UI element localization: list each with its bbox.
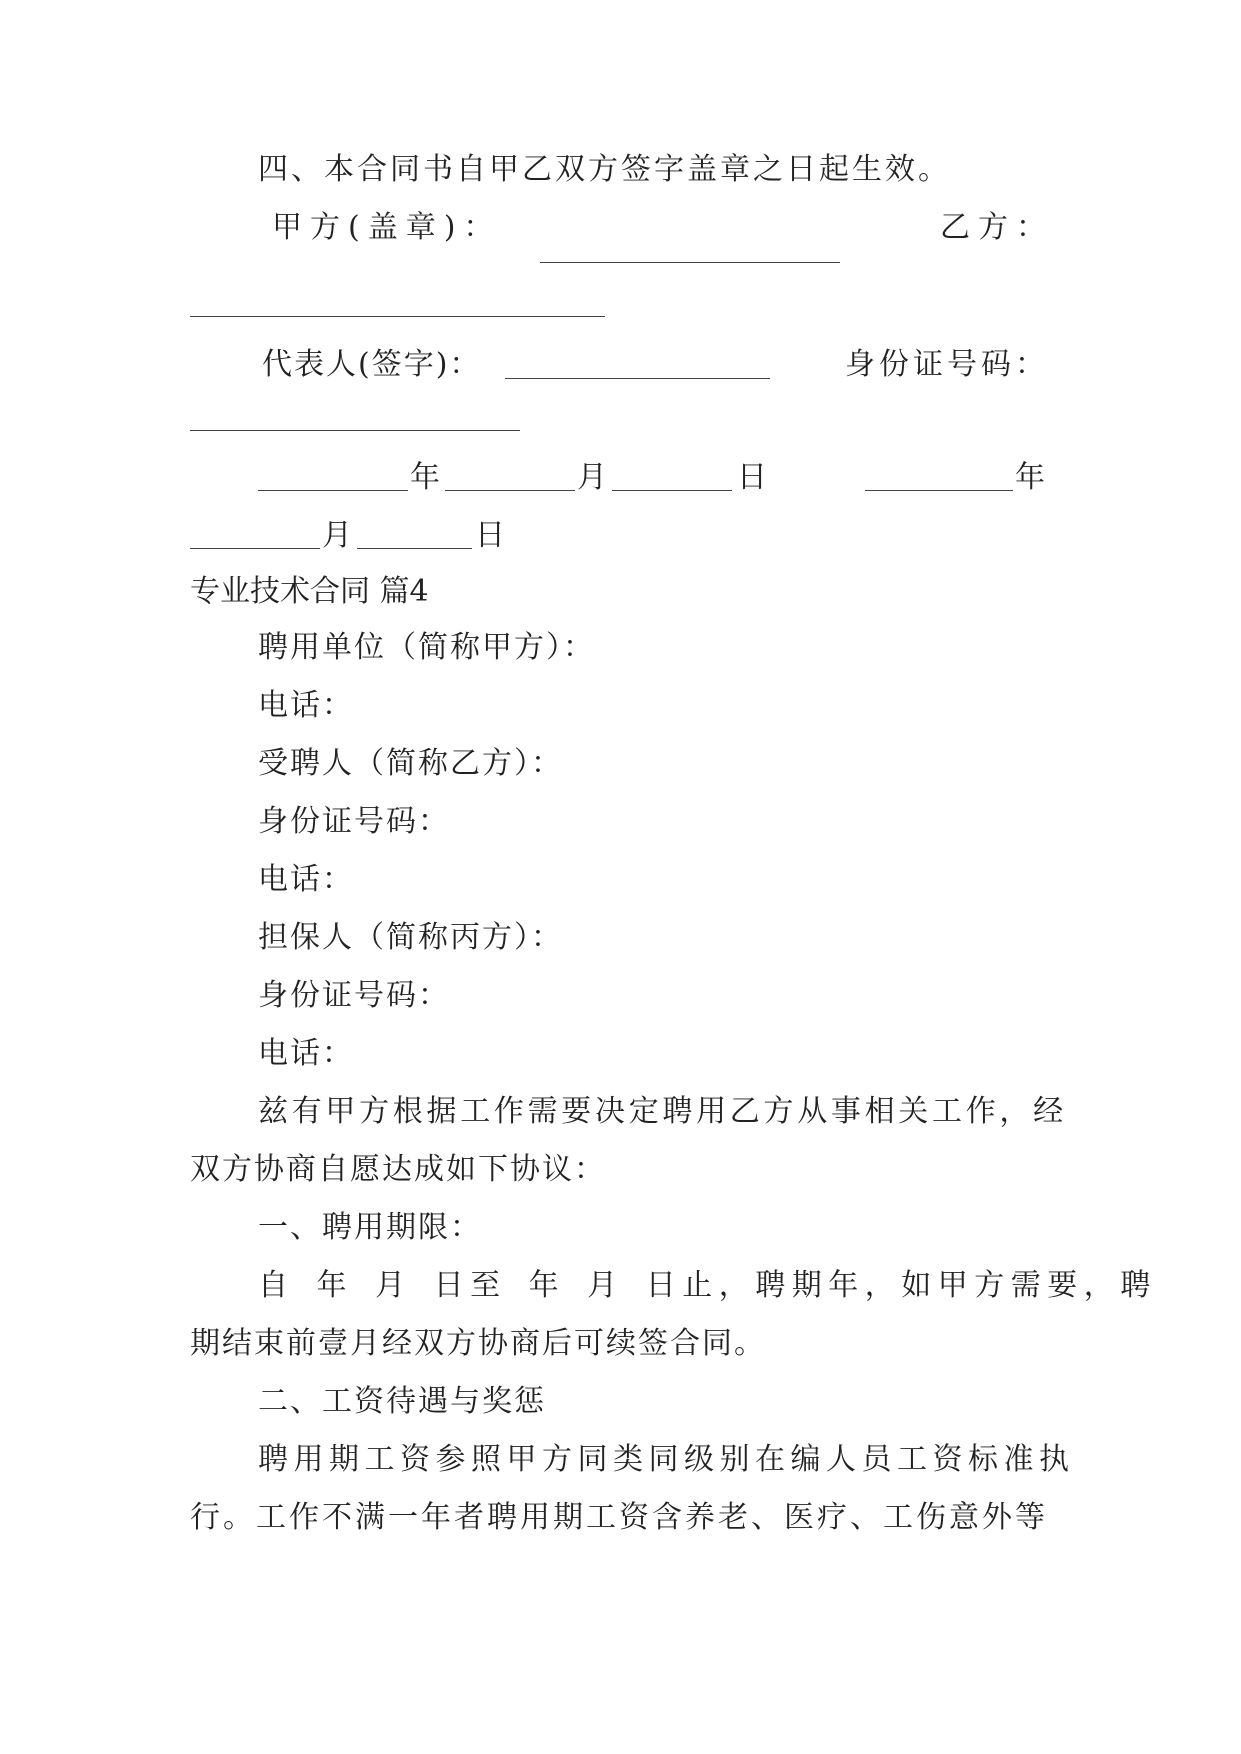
phone-field-2: 电话： xyxy=(258,862,354,897)
guarantor-field: 担保人（简称丙方）： xyxy=(258,920,563,955)
party-b-signature-line xyxy=(190,316,605,317)
date-a-day: 日 xyxy=(737,460,767,495)
employer-field: 聘用单位（简称甲方）： xyxy=(258,630,595,665)
section-title: 专业技术合同 篇4 xyxy=(190,574,429,609)
intro-paragraph-line1: 兹有甲方根据工作需要决定聘用乙方从事相关工作，经 xyxy=(258,1094,1067,1129)
date-a-year: 年 xyxy=(410,460,440,495)
date-b-year-blank xyxy=(865,490,1013,491)
id-number-field-1: 身份证号码： xyxy=(258,804,450,839)
salary-paragraph-line1: 聘用期工资参照甲方同类同级别在编人员工资标准执 xyxy=(258,1442,1075,1477)
date-b-month: 月 xyxy=(322,518,352,553)
salary-paragraph-line2: 行。工作不满一年者聘用期工资含养老、医疗、工伤意外等 xyxy=(190,1500,1048,1535)
phone-field-1: 电话： xyxy=(258,688,354,723)
representative-label: 代表人(签字)： xyxy=(262,347,482,382)
date-b-year: 年 xyxy=(1015,460,1045,495)
phone-field-3: 电话： xyxy=(258,1036,354,1071)
date-a-year-blank xyxy=(258,490,408,491)
id-number-field-2: 身份证号码： xyxy=(258,978,450,1013)
date-b-day: 日 xyxy=(475,518,505,553)
party-a-seal-label: 甲方(盖章)： xyxy=(272,210,502,245)
date-a-day-blank xyxy=(612,490,732,491)
date-a-month-blank xyxy=(445,490,575,491)
date-b-day-blank xyxy=(357,548,472,549)
date-a-month: 月 xyxy=(577,460,607,495)
intro-paragraph-line2: 双方协商自愿达成如下协议： xyxy=(190,1152,606,1187)
party-b-label: 乙方： xyxy=(940,210,1054,245)
date-b-month-blank xyxy=(190,548,320,549)
clause-effective: 四、本合同书自甲乙双方签字盖章之日起生效。 xyxy=(258,152,951,187)
party-a-signature-line xyxy=(540,262,840,263)
employee-field: 受聘人（简称乙方）： xyxy=(258,746,563,781)
id-number-label-signature: 身份证号码： xyxy=(845,347,1049,382)
representative-signature-line xyxy=(505,378,770,379)
term-paragraph-line1: 自 年 月 日至 年 月 日止，聘期年，如甲方需要，聘 xyxy=(258,1268,1157,1303)
id-number-line xyxy=(190,430,520,431)
salary-heading: 二、工资待遇与奖惩 xyxy=(258,1384,546,1419)
term-paragraph-line2: 期结束前壹月经双方协商后可续签合同。 xyxy=(190,1326,766,1361)
term-heading: 一、聘用期限： xyxy=(258,1210,482,1245)
